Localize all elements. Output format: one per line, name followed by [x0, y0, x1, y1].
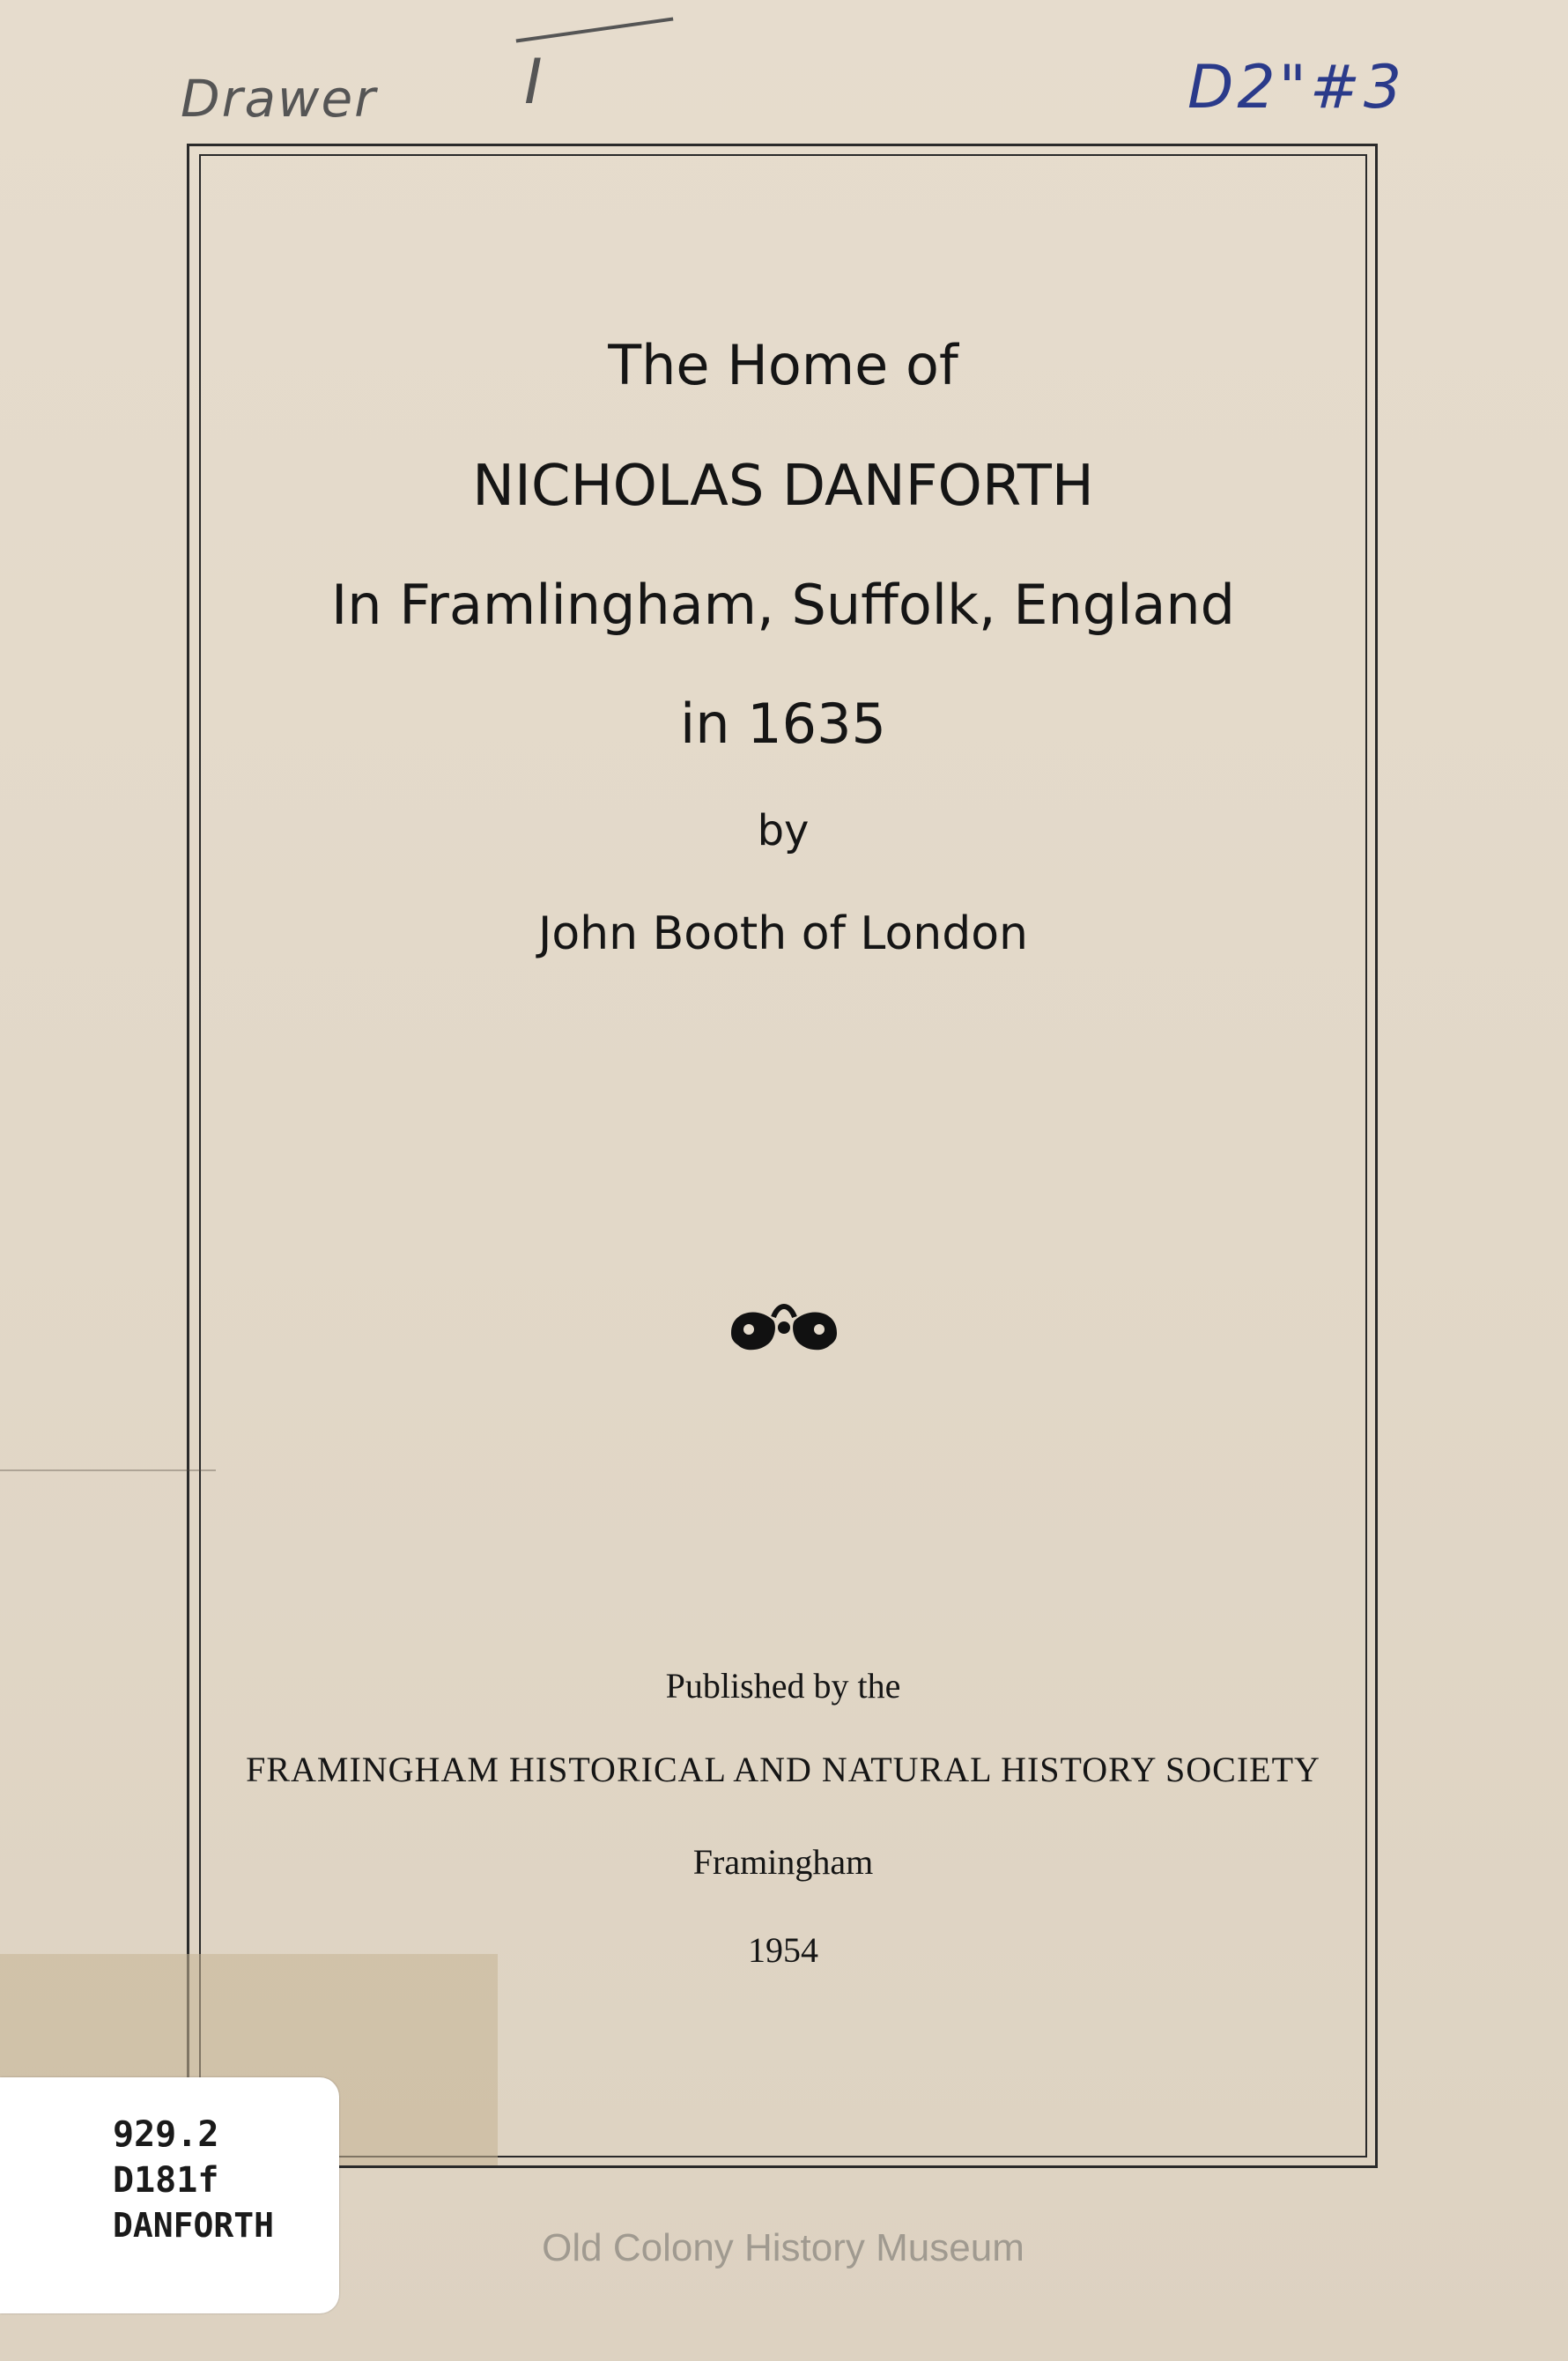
handwritten-shelf-code: D2"#3 — [1187, 53, 1406, 122]
title-line-4: in 1635 — [679, 692, 886, 756]
publication-year: 1954 — [748, 1930, 818, 1970]
call-number-line-3: DANFORTH — [113, 2206, 275, 2245]
paper-crease — [0, 1469, 216, 1471]
byline: by — [757, 806, 810, 855]
author-name: John Booth of London — [537, 907, 1029, 960]
handwritten-drawer-number: I — [524, 46, 543, 118]
call-number-line-1: 929.2 — [113, 2114, 219, 2155]
title-line-2: NICHOLAS DANFORTH — [472, 454, 1094, 519]
handwritten-stroke — [516, 17, 674, 42]
title-line-1: The Home of — [608, 333, 958, 397]
handwritten-drawer-note: Drawer — [181, 69, 378, 129]
publication-place: Framingham — [692, 1842, 874, 1882]
call-number-line-2: D181f — [113, 2160, 219, 2201]
published-by-text: Published by the — [665, 1666, 901, 1706]
printer-ornament-icon — [722, 1291, 846, 1361]
watermark-text: Old Colony History Museum — [542, 2226, 1024, 2269]
title-line-3: In Framlingham, Suffolk, England — [330, 573, 1236, 637]
publisher-name: FRAMINGHAM HISTORICAL AND NATURAL HISTORY SOCIETY — [246, 1750, 1320, 1789]
